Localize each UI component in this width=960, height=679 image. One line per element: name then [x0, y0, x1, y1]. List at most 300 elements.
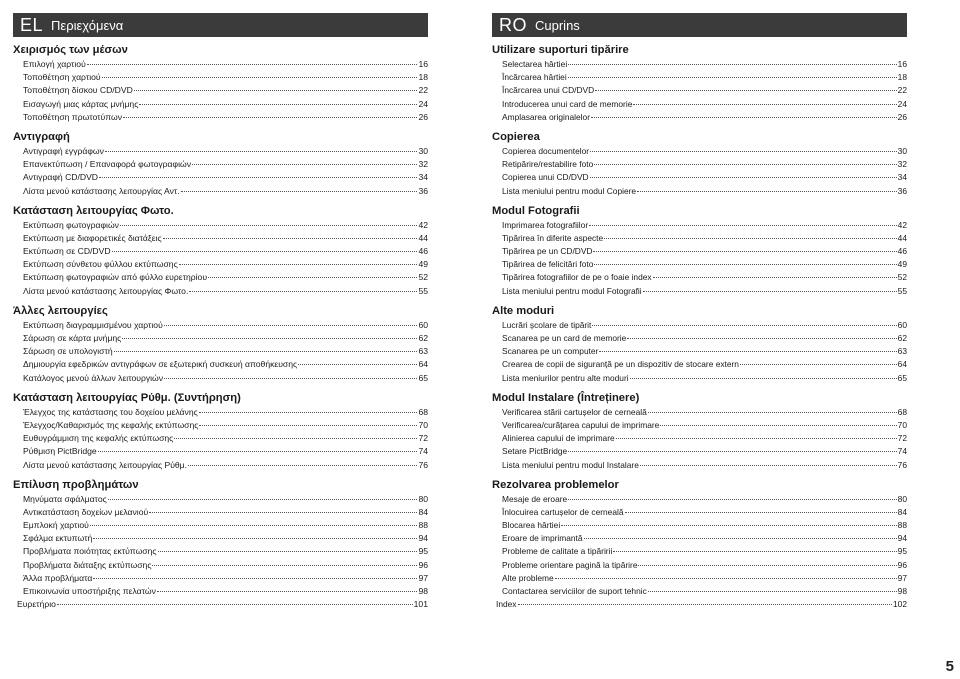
toc-entry[interactable] — [13, 572, 428, 585]
entry-page: 76 — [418, 459, 428, 470]
entry-page: 49 — [897, 259, 907, 270]
entry-page: 88 — [418, 520, 428, 531]
toc-section — [492, 204, 907, 298]
toc-entry[interactable] — [13, 559, 428, 572]
entry-page: 32 — [897, 159, 907, 170]
toc-entry[interactable] — [13, 245, 428, 258]
entry-page: 70 — [418, 419, 428, 430]
entry-title: Tipărirea în diferite aspecte — [502, 232, 604, 243]
toc-entry[interactable] — [13, 519, 428, 532]
toc-entry[interactable] — [492, 406, 907, 419]
entry-page: 30 — [418, 145, 428, 156]
toc-entry[interactable] — [13, 506, 428, 519]
toc-entry[interactable] — [13, 158, 428, 171]
entry-title: Αντικατάσταση δοχείων μελανιού — [23, 506, 149, 517]
entry-title: Αντιγραφή εγγράφων — [23, 145, 104, 156]
toc-entry[interactable] — [492, 345, 907, 358]
dot-leader — [648, 412, 897, 413]
entry-title: Σάρωση σε κάρτα μνήμης — [23, 333, 122, 343]
entry-page: 94 — [418, 533, 428, 544]
toc-entry[interactable] — [13, 185, 428, 198]
entry-page: 26 — [418, 111, 428, 122]
toc-entry[interactable] — [13, 585, 428, 598]
dot-leader — [568, 64, 896, 65]
toc-entry[interactable] — [13, 232, 428, 245]
section-title[interactable]: Rezolvarea problemelor — [492, 478, 619, 491]
dot-leader — [99, 177, 417, 178]
toc-section — [13, 130, 428, 198]
toc-title: Περιεχόμενα — [51, 17, 124, 33]
toc-entry[interactable] — [13, 332, 428, 345]
toc-sections — [492, 43, 907, 598]
entry-title: Tipărirea pe un CD/DVD — [502, 246, 593, 257]
dot-leader — [139, 104, 417, 105]
toc-entry[interactable] — [13, 285, 428, 298]
entry-page: 30 — [897, 145, 907, 156]
toc-entry[interactable] — [13, 372, 428, 385]
entry-page: 60 — [418, 319, 428, 330]
toc-entry[interactable] — [13, 84, 428, 97]
entry-title: Crearea de copii de siguranță pe un dispozitiv de stocare extern — [502, 359, 739, 370]
dot-leader — [590, 177, 897, 178]
dot-leader — [199, 425, 417, 426]
toc-entry[interactable] — [13, 545, 428, 558]
section-title[interactable]: Κατάσταση λειτουργίας Φωτο. — [13, 204, 174, 217]
dot-leader — [660, 425, 896, 426]
toc-entry[interactable] — [13, 71, 428, 84]
entry-page: 18 — [897, 72, 907, 83]
entry-page: 68 — [418, 406, 428, 417]
entry-title: Contactarea serviciilor de suport tehnic — [502, 586, 647, 596]
entry-title: Înlocuirea cartușelor de cerneală — [502, 506, 624, 517]
entry-page: 97 — [897, 572, 907, 583]
section-title[interactable]: Άλλες λειτουργίες — [13, 304, 108, 317]
toc-section — [13, 304, 428, 385]
toc-entry[interactable] — [13, 358, 428, 371]
entry-title: Επικοινωνία υποστήριξης πελατών — [23, 586, 156, 596]
entry-title: Λίστα μενού κατάστασης λειτουργίας Φωτο. — [23, 285, 189, 296]
toc-entry[interactable] — [13, 271, 428, 284]
toc-entry[interactable] — [492, 71, 907, 84]
toc-entry[interactable] — [492, 271, 907, 284]
entry-title: Εκτύπωση φωτογραφιών — [23, 219, 119, 230]
dot-leader — [122, 338, 417, 339]
dot-leader — [604, 238, 897, 239]
entry-page: 74 — [897, 446, 907, 457]
entry-title: Imprimarea fotografiilor — [502, 219, 589, 230]
entry-title: Amplasarea originalelor — [502, 111, 590, 122]
entry-title: Lista meniului pentru modul Copiere — [502, 185, 637, 196]
dot-leader — [593, 251, 896, 252]
toc-entry[interactable] — [13, 419, 428, 432]
toc-entry[interactable] — [492, 58, 907, 71]
entry-page: 84 — [897, 506, 907, 517]
entry-page: 44 — [897, 232, 907, 243]
toc-entry[interactable] — [13, 58, 428, 71]
dot-leader — [589, 225, 897, 226]
section-title[interactable]: Alte moduri — [492, 304, 555, 317]
entry-title: Επιλογή χαρτιού — [23, 59, 86, 69]
entry-page: 62 — [897, 333, 907, 343]
entry-title: Setare PictBridge — [502, 446, 568, 457]
entry-title: Εμπλοκή χαρτιού — [23, 520, 89, 531]
entry-page: 32 — [418, 159, 428, 170]
entry-title: Lucrări școlare de tipărit — [502, 319, 592, 330]
section-title[interactable]: Χειρισμός των μέσων — [13, 44, 128, 56]
index-entry[interactable] — [492, 598, 907, 611]
toc-entry[interactable] — [492, 98, 907, 111]
entry-title: Probleme de calitate a tipăririi — [502, 546, 613, 557]
entry-title: Încărcarea hârtiei — [502, 72, 567, 83]
entry-title: Lista meniului pentru modul Fotografii — [502, 285, 642, 296]
entry-title: Alte probleme — [502, 572, 554, 583]
entry-page: 95 — [897, 546, 907, 557]
dot-leader — [653, 277, 897, 278]
dot-leader — [613, 551, 896, 552]
toc-section — [492, 130, 907, 198]
dot-leader — [638, 565, 896, 566]
dot-leader — [616, 438, 897, 439]
toc-title: Cuprins — [535, 17, 580, 33]
entry-title: Introducerea unui card de memorie — [502, 98, 633, 109]
dot-leader — [120, 225, 417, 226]
dot-leader — [179, 264, 418, 265]
toc-entry[interactable] — [492, 532, 907, 545]
entry-page: 22 — [418, 85, 428, 96]
toc-entry[interactable] — [492, 111, 907, 124]
dot-leader — [599, 351, 896, 352]
dot-leader — [57, 604, 413, 605]
toc-entry[interactable] — [492, 358, 907, 371]
dot-leader — [630, 378, 897, 379]
dot-leader — [149, 512, 417, 513]
entry-title: Δημιουργία εφεδρικών αντιγράφων σε εξωτερική συσκευή αποθήκευσης — [23, 359, 298, 370]
toc-entry[interactable] — [13, 459, 428, 472]
index-page: 102 — [893, 599, 907, 610]
entry-title: Blocarea hârtiei — [502, 520, 561, 531]
entry-title: Εκτύπωση σύνθετου φύλλου εκτύπωσης — [23, 259, 178, 270]
dot-leader — [594, 264, 896, 265]
toc-section — [13, 204, 428, 298]
toc-entry[interactable] — [492, 559, 907, 572]
dot-leader — [740, 364, 897, 365]
dot-leader — [561, 525, 896, 526]
entry-page: 98 — [897, 586, 907, 596]
toc-entry[interactable] — [13, 219, 428, 232]
entry-title: Copierea documentelor — [502, 145, 590, 156]
entry-title: Έλεγχος της κατάστασης του δοχείου μελάνης — [23, 406, 198, 417]
entry-page: 22 — [897, 85, 907, 96]
entry-title: Τοποθέτηση πρωτοτύπων — [23, 111, 123, 122]
section-title[interactable]: Επίλυση προβλημάτων — [13, 478, 139, 491]
entry-page: 96 — [897, 559, 907, 570]
dot-leader — [164, 325, 418, 326]
entry-page: 46 — [897, 246, 907, 257]
dot-leader — [555, 578, 897, 579]
dot-leader — [108, 499, 418, 500]
toc-entry[interactable] — [492, 145, 907, 158]
entry-title: Ρύθμιση PictBridge — [23, 446, 97, 457]
entry-page: 97 — [418, 572, 428, 583]
dot-leader — [174, 438, 417, 439]
entry-title: Tipărirea de felicitări foto — [502, 259, 594, 270]
toc-section — [13, 43, 428, 124]
entry-page: 34 — [897, 172, 907, 183]
dot-leader — [568, 77, 897, 78]
section-title[interactable]: Modul Fotografii — [492, 204, 580, 217]
entry-title: Mesaje de eroare — [502, 493, 568, 504]
entry-page: 36 — [897, 185, 907, 196]
toc-entry[interactable] — [13, 445, 428, 458]
entry-page: 65 — [418, 372, 428, 383]
entry-title: Ευθυγράμμιση της κεφαλής εκτύπωσης — [23, 433, 174, 444]
index-page: 101 — [413, 599, 428, 610]
entry-title: Προβλήματα διάταξης εκτύπωσης — [23, 559, 152, 570]
dot-leader — [298, 364, 417, 365]
entry-title: Εκτύπωση φωτογραφιών από φύλλο ευρετηρίου — [23, 272, 208, 283]
entry-page: 60 — [897, 319, 907, 330]
entry-page: 72 — [897, 433, 907, 444]
toc-entry[interactable] — [492, 459, 907, 472]
index-label: Index — [496, 599, 517, 610]
entry-title: Έλεγχος/Καθαρισμός της κεφαλής εκτύπωσης — [23, 419, 199, 430]
toc-header-romanian — [492, 13, 907, 37]
dot-leader — [590, 151, 897, 152]
dot-leader — [591, 117, 897, 118]
entry-page: 63 — [418, 346, 428, 357]
toc-entry[interactable] — [492, 319, 907, 332]
dot-leader — [93, 578, 417, 579]
dot-leader — [98, 451, 418, 452]
toc-entry[interactable] — [492, 258, 907, 271]
entry-title: Lista meniului pentru modul Instalare — [502, 459, 639, 470]
toc-entry[interactable] — [13, 319, 428, 332]
entry-title: Τοποθέτηση δίσκου CD/DVD — [23, 85, 133, 96]
entry-title: Verificarea/curățarea capului de imprimare — [502, 419, 660, 430]
dot-leader — [87, 64, 418, 65]
entry-title: Verificarea stării cartușelor de cerneală — [502, 406, 647, 417]
entry-page: 44 — [418, 232, 428, 243]
dot-leader — [93, 538, 417, 539]
entry-title: Αντιγραφή CD/DVD — [23, 172, 99, 183]
page-number: 5 — [945, 658, 954, 675]
toc-entry[interactable] — [492, 506, 907, 519]
entry-title: Selectarea hârtiei — [502, 59, 568, 69]
dot-leader — [594, 164, 896, 165]
toc-entry[interactable] — [13, 345, 428, 358]
dot-leader — [105, 151, 418, 152]
entry-page: 24 — [418, 98, 428, 109]
dot-leader — [595, 90, 897, 91]
toc-column-greek — [13, 13, 428, 611]
toc-entry[interactable] — [492, 84, 907, 97]
dot-leader — [625, 512, 897, 513]
entry-title: Scanarea pe un card de memorie — [502, 333, 627, 343]
entry-page: 65 — [897, 372, 907, 383]
entry-page: 16 — [418, 59, 428, 69]
toc-entry[interactable] — [13, 171, 428, 184]
section-title[interactable]: Modul Instalare (Întreținere) — [492, 391, 640, 404]
entry-page: 96 — [418, 559, 428, 570]
index-entry[interactable] — [13, 598, 428, 611]
dot-leader — [518, 604, 893, 605]
toc-section — [492, 478, 907, 599]
dot-leader — [123, 117, 417, 118]
toc-section — [13, 478, 428, 599]
dot-leader — [112, 251, 418, 252]
toc-entry[interactable] — [13, 145, 428, 158]
entry-page: 36 — [418, 185, 428, 196]
dot-leader — [199, 412, 418, 413]
toc-entry[interactable] — [13, 406, 428, 419]
entry-title: Copierea unui CD/DVD — [502, 172, 589, 183]
entry-page: 64 — [418, 359, 428, 370]
entry-page: 52 — [897, 272, 907, 283]
dot-leader — [192, 164, 417, 165]
toc-entry[interactable] — [13, 432, 428, 445]
toc-entry[interactable] — [492, 432, 907, 445]
language-code: EL — [20, 14, 44, 35]
dot-leader — [648, 591, 897, 592]
section-title[interactable]: Αντιγραφή — [13, 130, 70, 143]
toc-section — [492, 43, 907, 124]
dot-leader — [637, 191, 897, 192]
entry-page: 49 — [418, 259, 428, 270]
entry-title: Σφάλμα εκτυπωτή — [23, 533, 93, 544]
entry-page: 68 — [897, 406, 907, 417]
entry-title: Alinierea capului de imprimare — [502, 433, 615, 444]
entry-title: Încărcarea unui CD/DVD — [502, 85, 595, 96]
toc-entry[interactable] — [492, 493, 907, 506]
toc-entry[interactable] — [492, 171, 907, 184]
entry-page: 95 — [418, 546, 428, 557]
entry-title: Κατάλογος μενού άλλων λειτουργιών — [23, 372, 164, 383]
entry-title: Μηνύματα σφάλματος — [23, 493, 107, 504]
toc-entry[interactable] — [13, 532, 428, 545]
toc-header-greek — [13, 13, 428, 37]
toc-sections — [13, 43, 428, 598]
dot-leader — [633, 104, 896, 105]
index-label: Ευρετήριο — [17, 599, 56, 610]
toc-entry[interactable] — [13, 111, 428, 124]
entry-page: 80 — [897, 493, 907, 504]
entry-title: Άλλα προβλήματα — [23, 572, 93, 583]
dot-leader — [134, 90, 418, 91]
toc-section — [492, 304, 907, 385]
toc-section — [13, 391, 428, 472]
entry-title: Scanarea pe un computer — [502, 346, 599, 357]
entry-page: 70 — [897, 419, 907, 430]
entry-page: 16 — [897, 59, 907, 69]
dot-leader — [640, 465, 897, 466]
dot-leader — [584, 538, 897, 539]
entry-title: Προβλήματα ποιότητας εκτύπωσης — [23, 546, 157, 557]
dot-leader — [643, 291, 897, 292]
entry-page: 24 — [897, 98, 907, 109]
toc-entry[interactable] — [492, 158, 907, 171]
entry-title: Εκτύπωση με διαφορετικές διατάξεις — [23, 232, 162, 243]
entry-page: 34 — [418, 172, 428, 183]
toc-entry[interactable] — [492, 285, 907, 298]
dot-leader — [208, 277, 417, 278]
entry-title: Λίστα μενού κατάστασης λειτουργίας Ρύθμ. — [23, 459, 188, 470]
entry-page: 55 — [418, 285, 428, 296]
entry-page: 88 — [897, 520, 907, 531]
entry-page: 76 — [897, 459, 907, 470]
entry-title: Λίστα μενού κατάστασης λειτουργίας Αντ. — [23, 185, 180, 196]
dot-leader — [568, 499, 896, 500]
dot-leader — [627, 338, 896, 339]
entry-page: 52 — [418, 272, 428, 283]
toc-entry[interactable] — [492, 332, 907, 345]
entry-page: 46 — [418, 246, 428, 257]
toc-entry[interactable] — [492, 372, 907, 385]
entry-title: Σάρωση σε υπολογιστή — [23, 346, 113, 357]
toc-entry[interactable] — [13, 258, 428, 271]
toc-entry[interactable] — [492, 519, 907, 532]
dot-leader — [568, 451, 896, 452]
entry-page: 18 — [418, 72, 428, 83]
entry-page: 94 — [897, 533, 907, 544]
dot-leader — [158, 551, 418, 552]
toc-entry[interactable] — [492, 585, 907, 598]
entry-page: 64 — [897, 359, 907, 370]
entry-page: 72 — [418, 433, 428, 444]
entry-page: 98 — [418, 586, 428, 596]
toc-entry[interactable] — [492, 545, 907, 558]
dot-leader — [164, 378, 417, 379]
dot-leader — [157, 591, 418, 592]
entry-title: Εκτύπωση σε CD/DVD — [23, 246, 111, 257]
entry-title: Retipărire/restabilire foto — [502, 159, 594, 170]
toc-entry[interactable] — [492, 572, 907, 585]
entry-page: 55 — [897, 285, 907, 296]
entry-page: 74 — [418, 446, 428, 457]
toc-entry[interactable] — [492, 219, 907, 232]
toc-entry[interactable] — [492, 232, 907, 245]
toc-entry[interactable] — [492, 445, 907, 458]
dot-leader — [189, 291, 417, 292]
dot-leader — [181, 191, 418, 192]
language-code: RO — [499, 14, 527, 35]
entry-page: 63 — [897, 346, 907, 357]
toc-entry[interactable] — [492, 185, 907, 198]
dot-leader — [152, 565, 417, 566]
entry-page: 42 — [418, 219, 428, 230]
entry-title: Τοποθέτηση χαρτιού — [23, 72, 101, 83]
dot-leader — [188, 465, 417, 466]
entry-page: 62 — [418, 333, 428, 343]
toc-entry[interactable] — [13, 493, 428, 506]
entry-page: 26 — [897, 111, 907, 122]
dot-leader — [102, 77, 418, 78]
toc-entry[interactable] — [492, 419, 907, 432]
entry-title: Probleme orientare pagină la tipărire — [502, 559, 638, 570]
section-title[interactable]: Κατάσταση λειτουργίας Ρύθμ. (Συντήρηση) — [13, 391, 241, 404]
toc-entry[interactable] — [13, 98, 428, 111]
section-title[interactable]: Utilizare suporturi tipărire — [492, 44, 629, 56]
entry-page: 42 — [897, 219, 907, 230]
dot-leader — [592, 325, 896, 326]
section-title[interactable]: Copierea — [492, 130, 540, 143]
dot-leader — [90, 525, 418, 526]
entry-title: Εκτύπωση διαγραμμισμένου χαρτιού — [23, 319, 163, 330]
entry-title: Εισαγωγή μιας κάρτας μνήμης — [23, 98, 139, 109]
entry-page: 84 — [418, 506, 428, 517]
toc-entry[interactable] — [492, 245, 907, 258]
entry-title: Tipărirea fotografiilor de pe o foaie index — [502, 272, 652, 283]
entry-title: Επανεκτύπωση / Επαναφορά φωτογραφιών — [23, 159, 192, 170]
